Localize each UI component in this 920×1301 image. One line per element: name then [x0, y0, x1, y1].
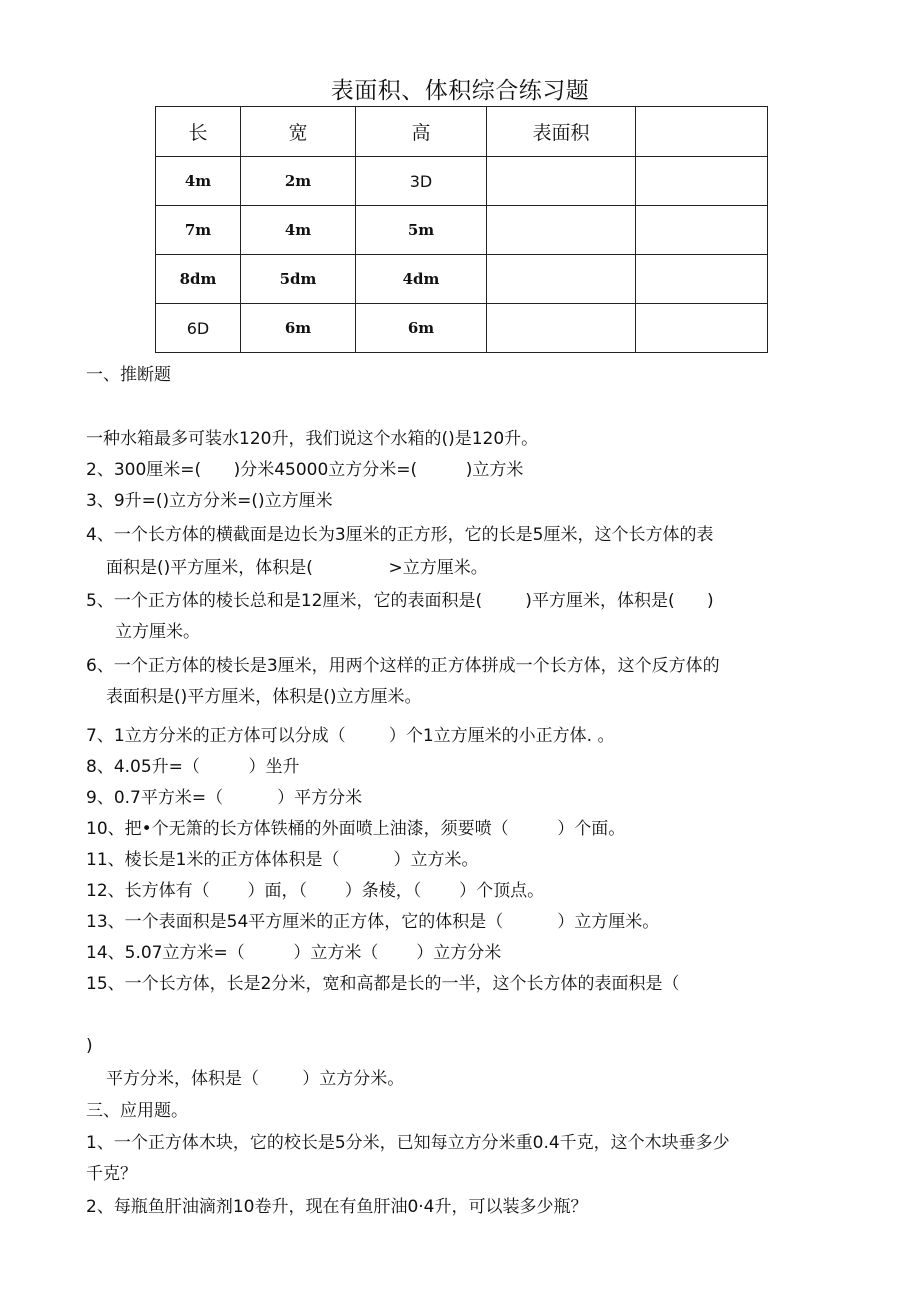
table-cell: 3D [356, 157, 487, 206]
table-row [156, 157, 768, 206]
question-line: 14、5.07立方米=（ ）立方米（ ）立方分米 [86, 943, 502, 963]
question-line: 2、每瓶鱼肝油滴剂10卷升，现在有鱼肝油0·4升，可以装多少瓶？ [86, 1197, 588, 1217]
question-line: 5、一个正方体的棱长总和是12厘米，它的表面积是( )平方厘米，体积是( ) [86, 591, 714, 611]
question-line: 一种水箱最多可装水120升，我们说这个水箱的()是120升。 [86, 429, 539, 449]
question-line: 10、把•个无箫的长方体铁桶的外面喷上油漆，须要喷（ ）个面。 [86, 819, 626, 839]
header-cell: 表面积 [487, 107, 636, 157]
section-heading: 一、推断题 [86, 365, 171, 385]
table-cell: 4dm [356, 255, 487, 304]
question-line: 9、0.7平方米=（ ）平方分米 [86, 788, 363, 808]
table-cell: 5m [356, 206, 487, 255]
header-cell: 高 [356, 107, 487, 157]
question-line: 12、长方体有（ ）面，（ ）条棱，（ ）个顶点。 [86, 881, 545, 901]
question-line: 13、一个表面积是54平方厘米的正方体，它的体积是（ ）立方厘米。 [86, 912, 660, 932]
table-cell [636, 304, 768, 353]
table-cell: 6m [241, 304, 356, 353]
question-line: 千克？ [86, 1164, 137, 1184]
question-line: 3、9升=()立方分米=()立方厘米 [86, 491, 333, 511]
table-cell: 2m [241, 157, 356, 206]
question-line: 立方厘米。 [115, 622, 200, 642]
table-header-row [156, 107, 768, 157]
question-line: 11、棱长是1米的正方体体积是（ ）立方米。 [86, 850, 479, 870]
table-row [156, 255, 768, 304]
question-line: 7、1立方分米的正方体可以分成（ ）个1立方厘米的小正方体. 。 [86, 726, 615, 746]
table-cell [636, 255, 768, 304]
question-line: 6、一个正方体的棱长是3厘米，用两个这样的正方体拼成一个长方体，这个反方体的 [86, 656, 720, 676]
table-cell: 4m [156, 157, 241, 206]
question-line: 8、4.05升=（ ）坐升 [86, 757, 300, 777]
table-cell [636, 206, 768, 255]
question-line: 2、300厘米=( )分米45000立方分米=( )立方米 [86, 460, 524, 480]
question-line: 面积是()平方厘米，体积是( >立方厘米。 [106, 558, 488, 578]
measurements-table [155, 106, 768, 353]
question-line: 平方分米，体积是（ ）立方分米。 [106, 1069, 405, 1089]
table-cell: 8dm [156, 255, 241, 304]
table-cell: 7m [156, 206, 241, 255]
section-heading: 三、应用题。 [86, 1101, 188, 1121]
table-cell: 6m [356, 304, 487, 353]
table-row [156, 304, 768, 353]
question-line: 1、一个正方体木块，它的校长是5分米，已知每立方分米重0.4千克，这个木块垂多少 [86, 1133, 730, 1153]
question-line: 表面积是()平方厘米，体积是()立方厘米。 [106, 687, 422, 707]
table-cell [487, 206, 636, 255]
table-row [156, 206, 768, 255]
table-cell: 5dm [241, 255, 356, 304]
table-cell [636, 157, 768, 206]
question-line: ) [86, 1036, 93, 1056]
table-cell: 6D [156, 304, 241, 353]
table-cell [487, 304, 636, 353]
header-cell [636, 107, 768, 157]
question-line: 15、一个长方体，长是2分米，宽和高都是长的一半，这个长方体的表面积是（ [86, 974, 680, 994]
header-cell: 宽 [241, 107, 356, 157]
page-title: 表面积、体积综合练习题 [330, 78, 590, 104]
table-cell: 4m [241, 206, 356, 255]
table-cell [487, 157, 636, 206]
header-cell: 长 [156, 107, 241, 157]
question-line: 4、一个长方体的横截面是边长为3厘米的正方形，它的长是5厘米，这个长方体的表 [86, 525, 714, 545]
table-cell [487, 255, 636, 304]
